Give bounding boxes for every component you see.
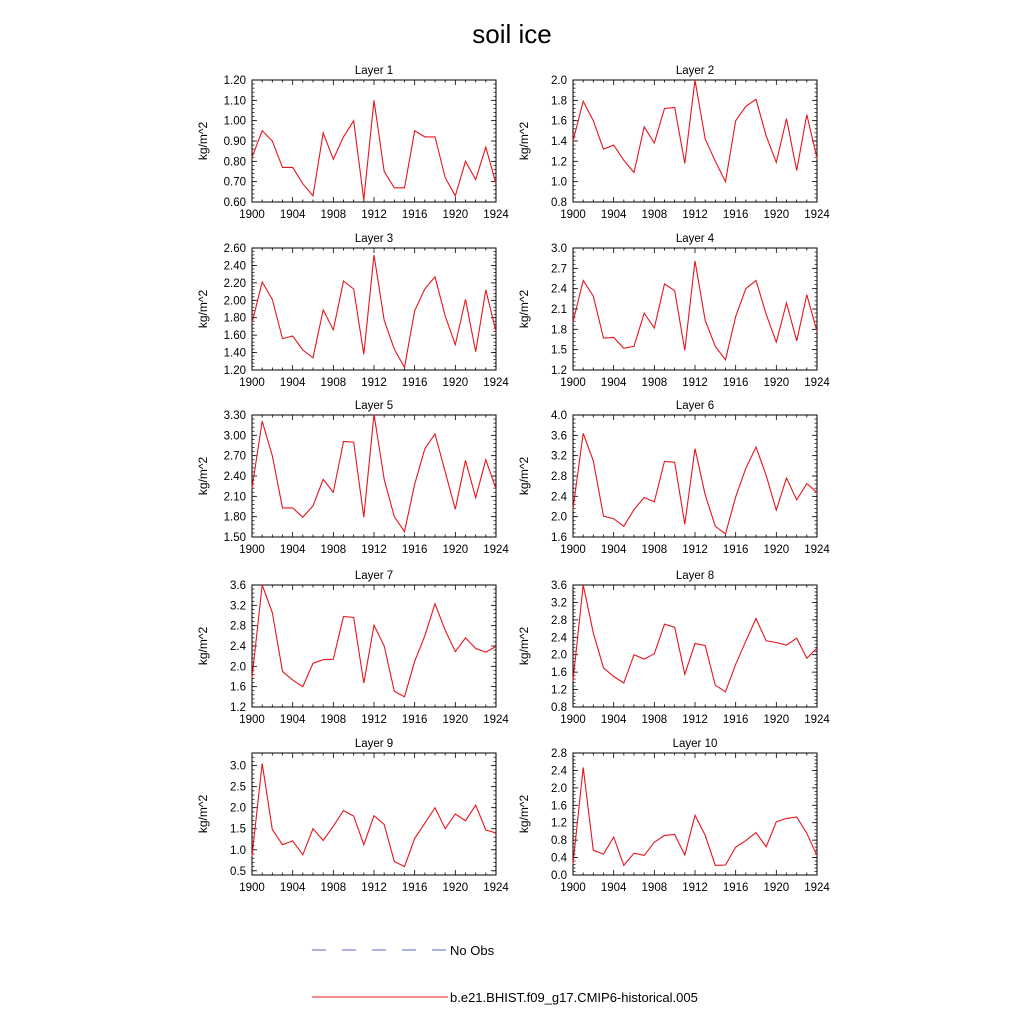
y-tick-label: 3.0 [551, 243, 567, 255]
panel-title: Layer 1 [354, 65, 394, 77]
panel-title: Layer 5 [354, 400, 394, 412]
x-tick-label: 1908 [320, 544, 347, 556]
layer-panel [517, 570, 830, 726]
series-line-0 [252, 764, 496, 867]
y-tick-label: 2.70 [223, 450, 246, 463]
y-tick-label: 0.80 [223, 156, 246, 169]
y-axis-label: kg/m^2 [196, 626, 210, 666]
y-tick-label: 1.6 [551, 667, 567, 680]
x-tick-label: 1924 [804, 377, 830, 389]
y-tick-label: 1.40 [223, 347, 246, 360]
y-tick-label: 2.0 [230, 661, 246, 674]
x-tick-label: 1904 [279, 714, 306, 726]
y-tick-label: 2.4 [551, 283, 567, 296]
x-tick-label: 1924 [483, 882, 509, 894]
layer-panel [196, 738, 509, 894]
y-tick-label: 2.0 [551, 782, 567, 795]
y-tick-label: 2.8 [551, 748, 567, 760]
panel-grid [196, 65, 830, 894]
series-line-0 [252, 255, 496, 367]
y-tick-label: 0.90 [223, 136, 246, 148]
y-tick-label: 2.0 [551, 649, 567, 662]
y-tick-label: 2.1 [551, 304, 567, 316]
x-tick-label: 1916 [722, 544, 749, 556]
panel-title: Layer 9 [354, 738, 394, 750]
y-tick-label: 1.10 [223, 95, 246, 108]
y-tick-label: 1.20 [223, 365, 246, 377]
y-axis-label: kg/m^2 [196, 121, 210, 161]
x-tick-label: 1904 [600, 714, 627, 726]
x-tick-label: 1924 [804, 209, 830, 221]
y-tick-label: 1.80 [223, 511, 246, 524]
y-tick-label: 0.8 [551, 835, 567, 848]
x-tick-label: 1908 [320, 209, 347, 221]
x-tick-label: 1920 [763, 377, 790, 389]
x-tick-label: 1920 [442, 882, 469, 894]
x-tick-label: 1900 [239, 209, 265, 221]
x-tick-label: 1912 [682, 544, 708, 556]
series-line-0 [252, 414, 496, 531]
x-tick-label: 1908 [641, 882, 668, 894]
y-tick-label: 1.2 [551, 365, 567, 377]
panel-title: Layer 7 [354, 570, 394, 582]
y-tick-label: 1.5 [551, 344, 567, 357]
y-tick-label: 3.0 [230, 760, 246, 773]
y-tick-label: 1.4 [551, 136, 567, 148]
y-tick-label: 3.6 [551, 430, 567, 443]
y-axis-label: kg/m^2 [517, 794, 531, 834]
legend [312, 943, 698, 1005]
y-tick-label: 1.0 [551, 176, 567, 189]
y-tick-label: 2.4 [230, 641, 246, 653]
x-tick-label: 1908 [641, 377, 668, 389]
x-tick-label: 1900 [239, 377, 265, 389]
y-axis-label: kg/m^2 [196, 456, 210, 496]
x-tick-label: 1920 [763, 544, 790, 556]
y-tick-label: 2.8 [230, 620, 246, 633]
x-tick-label: 1904 [279, 209, 306, 221]
panel-title: Layer 8 [675, 570, 715, 582]
x-tick-label: 1900 [560, 544, 586, 556]
x-tick-label: 1904 [279, 882, 306, 894]
y-tick-label: 3.2 [551, 597, 567, 610]
x-tick-label: 1912 [682, 209, 708, 221]
y-tick-label: 2.4 [551, 491, 567, 504]
y-tick-label: 1.5 [230, 823, 246, 836]
y-tick-label: 1.6 [551, 800, 567, 813]
plot-frame [573, 80, 817, 202]
y-tick-label: 1.8 [551, 95, 567, 108]
x-tick-label: 1924 [804, 882, 830, 894]
x-tick-label: 1924 [483, 544, 509, 556]
x-tick-label: 1908 [641, 209, 668, 221]
y-tick-label: 1.6 [551, 532, 567, 544]
y-tick-label: 2.60 [223, 243, 246, 255]
x-tick-label: 1920 [442, 209, 469, 221]
x-tick-label: 1912 [682, 377, 708, 389]
y-tick-label: 2.40 [223, 471, 246, 483]
y-tick-label: 3.2 [230, 600, 246, 613]
y-tick-label: 1.80 [223, 312, 246, 325]
x-tick-label: 1920 [442, 544, 469, 556]
series-line-0 [573, 261, 817, 360]
y-tick-label: 2.10 [223, 491, 246, 504]
x-tick-label: 1924 [804, 544, 830, 556]
x-tick-label: 1912 [361, 882, 387, 894]
x-tick-label: 1916 [401, 714, 428, 726]
y-tick-label: 1.20 [223, 75, 246, 87]
y-axis-label: kg/m^2 [196, 289, 210, 329]
y-tick-label: 2.40 [223, 260, 246, 273]
x-tick-label: 1904 [600, 377, 627, 389]
panel-title: Layer 2 [675, 65, 715, 77]
x-tick-label: 1900 [239, 714, 265, 726]
x-tick-label: 1916 [722, 714, 749, 726]
y-tick-label: 3.6 [230, 580, 246, 592]
x-tick-label: 1912 [361, 714, 387, 726]
x-tick-label: 1904 [279, 377, 306, 389]
x-tick-label: 1908 [320, 714, 347, 726]
y-axis-label: kg/m^2 [517, 456, 531, 496]
x-tick-label: 1920 [763, 882, 790, 894]
x-tick-label: 1912 [361, 544, 387, 556]
x-tick-label: 1916 [722, 882, 749, 894]
panel-title: Layer 6 [675, 400, 715, 412]
y-tick-label: 3.6 [551, 580, 567, 592]
y-tick-label: 4.0 [551, 410, 567, 422]
y-tick-label: 1.2 [551, 684, 567, 697]
x-tick-label: 1916 [722, 209, 749, 221]
layer-panel [517, 738, 830, 894]
y-tick-label: 1.2 [551, 817, 567, 830]
y-tick-label: 2.00 [223, 295, 246, 308]
series-line-0 [573, 585, 817, 692]
series-line-0 [252, 585, 496, 697]
x-tick-label: 1924 [804, 714, 830, 726]
x-tick-label: 1912 [361, 209, 387, 221]
y-tick-label: 2.4 [551, 765, 567, 778]
legend-model-label: b.e21.BHIST.f09_g17.CMIP6-historical.005 [450, 990, 698, 1005]
layer-panel [196, 570, 509, 726]
y-tick-label: 0.5 [230, 865, 246, 878]
x-tick-label: 1912 [682, 714, 708, 726]
series-line-0 [252, 100, 496, 200]
layer-panel [517, 233, 830, 389]
y-tick-label: 1.60 [223, 330, 246, 343]
x-tick-label: 1908 [320, 377, 347, 389]
y-tick-label: 1.8 [551, 324, 567, 337]
x-tick-label: 1900 [239, 544, 265, 556]
y-tick-label: 1.6 [551, 115, 567, 128]
x-tick-label: 1900 [560, 882, 586, 894]
x-tick-label: 1916 [401, 544, 428, 556]
y-tick-label: 2.20 [223, 277, 246, 290]
y-tick-label: 0.8 [551, 197, 567, 209]
y-tick-label: 1.2 [551, 156, 567, 169]
y-tick-label: 2.8 [551, 614, 567, 627]
x-tick-label: 1920 [442, 714, 469, 726]
x-tick-label: 1908 [320, 882, 347, 894]
y-tick-label: 2.0 [551, 75, 567, 87]
legend-no-obs-label: No Obs [450, 943, 495, 958]
x-tick-label: 1920 [763, 209, 790, 221]
y-tick-label: 1.50 [223, 532, 246, 544]
y-tick-label: 0.70 [223, 176, 246, 189]
plot-frame [573, 585, 817, 707]
plot-frame [573, 248, 817, 370]
y-tick-label: 0.8 [551, 702, 567, 714]
layer-panel [517, 65, 830, 221]
x-tick-label: 1916 [401, 882, 428, 894]
panel-title: Layer 4 [675, 233, 715, 245]
panel-title: Layer 10 [672, 738, 718, 750]
y-tick-label: 3.00 [223, 430, 246, 443]
y-tick-label: 3.30 [223, 410, 246, 422]
layer-panel [196, 233, 509, 389]
x-tick-label: 1920 [763, 714, 790, 726]
y-axis-label: kg/m^2 [517, 289, 531, 329]
figure-title: soil ice [472, 19, 552, 49]
y-tick-label: 0.60 [223, 197, 246, 209]
plot-frame [252, 753, 496, 875]
x-tick-label: 1920 [442, 377, 469, 389]
y-tick-label: 1.6 [230, 681, 246, 694]
x-tick-label: 1924 [483, 209, 509, 221]
x-tick-label: 1904 [600, 209, 627, 221]
x-tick-label: 1904 [279, 544, 306, 556]
y-tick-label: 0.0 [551, 870, 567, 882]
x-tick-label: 1916 [722, 377, 749, 389]
x-tick-label: 1924 [483, 714, 509, 726]
plot-frame [252, 248, 496, 370]
y-tick-label: 2.8 [551, 471, 567, 483]
layer-panel [517, 400, 830, 556]
plot-frame [252, 415, 496, 537]
x-tick-label: 1916 [401, 209, 428, 221]
x-tick-label: 1916 [401, 377, 428, 389]
series-line-0 [573, 433, 817, 534]
plot-frame [573, 753, 817, 875]
x-tick-label: 1900 [560, 714, 586, 726]
y-tick-label: 2.4 [551, 632, 567, 645]
x-tick-label: 1908 [641, 544, 668, 556]
y-axis-label: kg/m^2 [517, 121, 531, 161]
y-tick-label: 1.2 [230, 702, 246, 714]
y-axis-label: kg/m^2 [517, 626, 531, 666]
y-tick-label: 1.0 [230, 844, 246, 857]
y-tick-label: 3.2 [551, 450, 567, 463]
x-tick-label: 1908 [641, 714, 668, 726]
y-tick-label: 2.5 [230, 781, 246, 794]
panel-title: Layer 3 [354, 233, 394, 245]
x-tick-label: 1912 [682, 882, 708, 894]
x-tick-label: 1904 [600, 882, 627, 894]
x-tick-label: 1900 [239, 882, 265, 894]
series-line-0 [573, 767, 817, 865]
series-line-0 [573, 80, 817, 182]
y-tick-label: 2.0 [551, 511, 567, 524]
y-axis-label: kg/m^2 [196, 794, 210, 834]
x-tick-label: 1900 [560, 377, 586, 389]
x-tick-label: 1904 [600, 544, 627, 556]
y-tick-label: 2.7 [551, 263, 567, 276]
x-tick-label: 1900 [560, 209, 586, 221]
y-tick-label: 0.4 [551, 852, 567, 865]
layer-panel [196, 65, 509, 221]
y-tick-label: 2.0 [230, 802, 246, 815]
plot-frame [573, 415, 817, 537]
y-tick-label: 1.00 [223, 115, 246, 128]
x-tick-label: 1912 [361, 377, 387, 389]
layer-panel [196, 400, 509, 556]
x-tick-label: 1924 [483, 377, 509, 389]
